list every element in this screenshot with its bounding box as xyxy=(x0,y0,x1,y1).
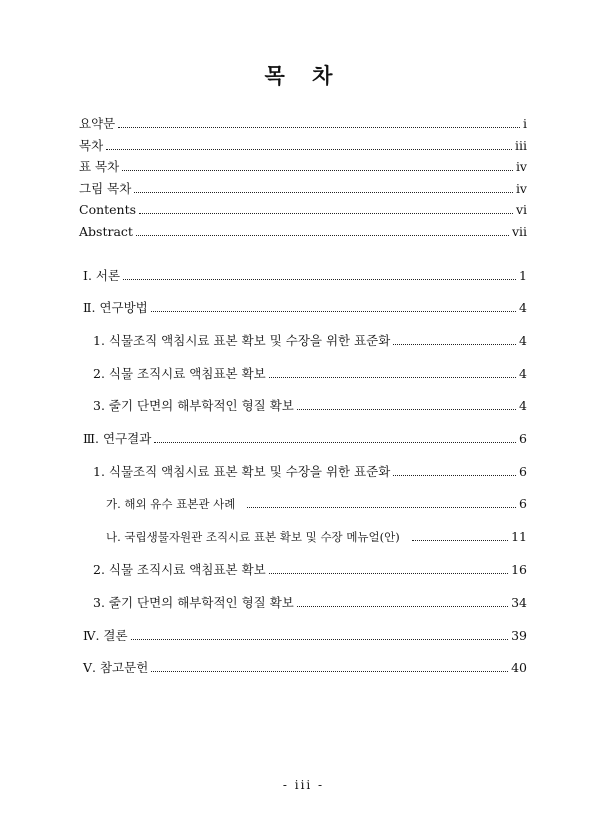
toc-leader-dots xyxy=(393,474,516,476)
toc-entry[interactable] xyxy=(79,159,527,175)
toc-entry[interactable] xyxy=(83,300,527,316)
toc-entry-label: 그림 목차 xyxy=(79,181,132,196)
toc-entry[interactable] xyxy=(106,529,527,545)
toc-entry[interactable] xyxy=(79,202,527,218)
toc-entry-label: Abstract xyxy=(79,224,133,239)
toc-entry[interactable] xyxy=(79,116,527,132)
toc-entry-page: vii xyxy=(511,224,527,239)
toc-entry-page: i xyxy=(523,116,527,131)
toc-entry[interactable] xyxy=(93,595,527,611)
toc-entry[interactable] xyxy=(83,268,527,284)
toc-entry[interactable] xyxy=(83,660,527,676)
page-title: 목 차 xyxy=(264,63,343,88)
toc-leader-dots xyxy=(151,310,516,312)
toc-entry-page: 34 xyxy=(511,595,527,610)
toc-entry[interactable] xyxy=(93,333,527,349)
toc-entry[interactable] xyxy=(83,628,527,644)
toc-entry-label: 3. 줄기 단면의 해부학적인 형질 확보 xyxy=(93,595,294,610)
toc-leader-dots xyxy=(134,191,513,193)
toc-entry[interactable] xyxy=(93,398,527,414)
toc-entry-page: iii xyxy=(515,138,527,153)
toc-leader-dots xyxy=(106,148,512,150)
toc-entry-label: 가. 해외 유수 표본관 사례 xyxy=(106,497,236,511)
toc-leader-dots xyxy=(269,572,508,574)
toc-leader-dots xyxy=(297,408,516,410)
toc-leader-dots xyxy=(151,670,508,672)
page-number-footer: - iii - xyxy=(282,778,325,792)
toc-entry-label: Ⅰ. 서론 xyxy=(83,268,121,283)
toc-entry-label: Ⅱ. 연구방법 xyxy=(83,300,148,315)
toc-entry-label: 1. 식물조직 액침시료 표본 확보 및 수장을 위한 표준화 xyxy=(93,333,391,348)
toc-entry[interactable] xyxy=(83,431,527,447)
toc-entry-page: 4 xyxy=(519,300,527,315)
toc-leader-dots xyxy=(297,605,508,607)
toc-entry-label: 2. 식물 조직시료 액침표본 확보 xyxy=(93,366,266,381)
toc-entry-page: 39 xyxy=(511,628,527,643)
toc-entry-page: 4 xyxy=(519,333,527,348)
toc-leader-dots xyxy=(136,234,509,236)
toc-entry[interactable] xyxy=(79,224,527,240)
toc-entry-page: 6 xyxy=(519,431,527,446)
toc-leader-dots xyxy=(123,278,516,280)
toc-leader-dots xyxy=(269,376,516,378)
toc-leader-dots xyxy=(118,126,520,128)
toc-leader-dots xyxy=(131,638,509,640)
toc-entry-page: iv xyxy=(515,181,527,196)
toc-entry-label: 3. 줄기 단면의 해부학적인 형질 확보 xyxy=(93,398,294,413)
toc-entry[interactable] xyxy=(93,464,527,480)
toc-leader-dots xyxy=(122,169,513,171)
toc-leader-dots xyxy=(247,506,516,508)
toc-entry[interactable] xyxy=(79,138,527,154)
toc-entry-page: 1 xyxy=(519,268,527,283)
toc-entry[interactable] xyxy=(79,181,527,197)
toc-entry-label: 목차 xyxy=(79,138,104,153)
toc-entry-label: Ⅴ. 참고문헌 xyxy=(83,660,149,675)
toc-entry-label: 나. 국립생물자원관 조직시료 표본 확보 및 수장 메뉴얼(안) xyxy=(106,530,400,544)
toc-entry-page: 4 xyxy=(519,366,527,381)
toc-entry-page: 16 xyxy=(511,562,527,577)
toc-entry[interactable] xyxy=(93,562,527,578)
toc-entry[interactable] xyxy=(106,496,527,512)
toc-entry-page: 6 xyxy=(519,464,527,479)
toc-entry-page: 6 xyxy=(519,496,527,511)
toc-entry-page: 40 xyxy=(511,660,527,675)
toc-entry-page: 11 xyxy=(511,529,527,544)
toc-entry-label: Contents xyxy=(79,202,137,217)
toc-entry-page: iv xyxy=(515,159,527,174)
toc-leader-dots xyxy=(154,441,516,443)
toc-entry-label: Ⅲ. 연구결과 xyxy=(83,431,152,446)
toc-entry-label: 1. 식물조직 액침시료 표본 확보 및 수장을 위한 표준화 xyxy=(93,464,391,479)
toc-leader-dots xyxy=(412,539,508,541)
toc-entry-page: 4 xyxy=(519,398,527,413)
toc-entry-label: 표 목차 xyxy=(79,159,120,174)
toc-leader-dots xyxy=(393,343,516,345)
toc-entry-label: 2. 식물 조직시료 액침표본 확보 xyxy=(93,562,266,577)
toc-entry-page: vi xyxy=(515,202,527,217)
toc-entry-label: Ⅳ. 결론 xyxy=(83,628,128,643)
toc-entry[interactable] xyxy=(93,366,527,382)
toc-entry-label: 요약문 xyxy=(79,116,116,131)
toc-leader-dots xyxy=(139,212,513,214)
